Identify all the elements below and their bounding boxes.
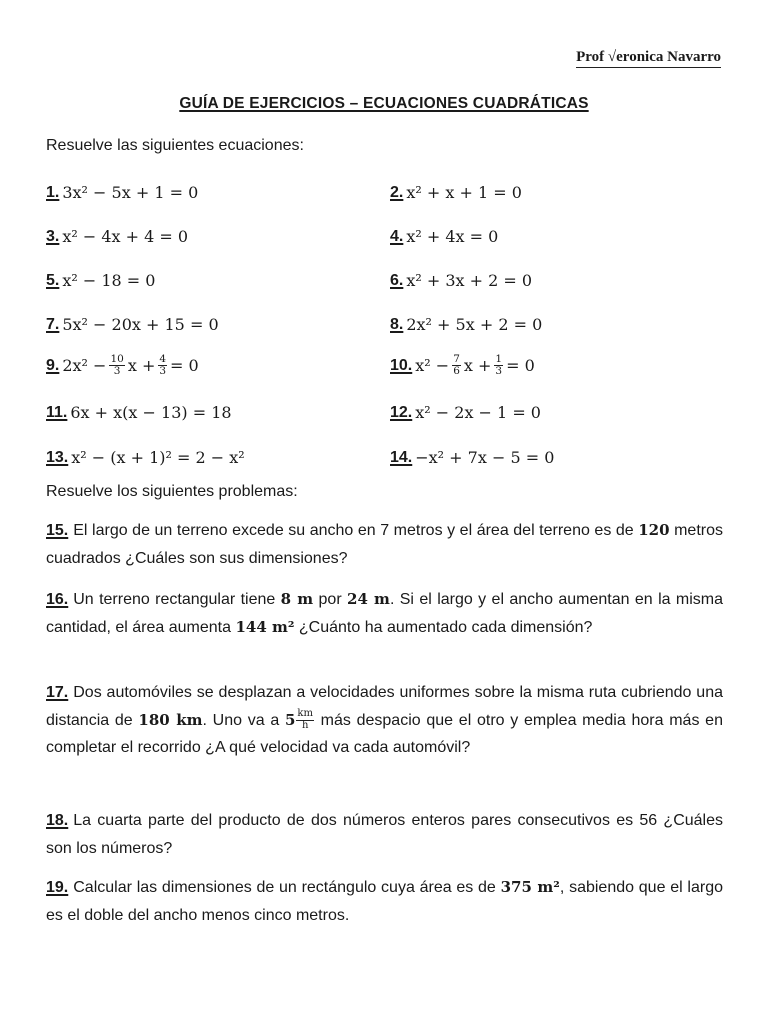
problem-item: 17. Dos automóviles se desplazan a velocidades uniformes sobre la misma ruta cubriendo una distancia de 180 km. Uno va a 5 $\frac{km}{h}$ más despacio que el otro y emplea media hora más en completar el recorrido ¿A qué velocidad va cada automóvil? — [46, 684, 723, 756]
equation-item: 3. x² − 4x + 4 = 0 — [46, 227, 189, 246]
page-title: GUÍA DE EJERCICIOS – ECUACIONES CUADRÁTICAS — [179, 95, 589, 112]
fraction: $\frac{7}{6}$ — [453, 353, 460, 377]
equation-item: 1. 3x² − 5x + 1 = 0 — [46, 183, 199, 202]
equation-item: 2. x² + x + 1 = 0 — [390, 183, 522, 202]
equation-item: 6. x² + 3x + 2 = 0 — [390, 271, 533, 290]
equation-item: 14. −x² + 7x − 5 = 0 — [390, 448, 555, 467]
fraction: $\frac{10}{3}$ — [110, 353, 124, 377]
fraction: $\frac{4}{3}$ — [159, 353, 167, 377]
problem-item: 16. Un terreno rectangular tiene 8 m por 24 m. Si el largo y el ancho aumentan en la misma cantidad, el área aumenta 144 m² ¿Cuánto ha aumentado cada dimensión? — [46, 590, 724, 636]
fraction: $\frac{1}{3}$ — [495, 353, 503, 377]
equations-instruction: Resuelve las siguientes ecuaciones: — [46, 137, 304, 154]
problem-item: 19. Calcular las dimensiones de un rectángulo cuya área es de 375 m², sabiendo que el largo es el doble del ancho menos cinco metros. — [46, 878, 724, 924]
problems-instruction: Resuelve los siguientes problemas: — [46, 483, 298, 500]
equation-item: 10. x² − $\frac{7}{6}$ x + $\frac{1}{3}$ = 0 — [390, 353, 535, 377]
fraction: $\frac{km}{h}$ — [297, 708, 313, 731]
equation-item: 11. 6x + x(x − 13) = 18 — [46, 403, 232, 422]
author-name: Prof √eronica Navarro — [576, 49, 721, 68]
equation-item: 13. x² − (x + 1)² = 2 − x² — [46, 448, 245, 467]
equation-item: 7. 5x² − 20x + 15 = 0 — [46, 315, 219, 334]
equation-item: 4. x² + 4x = 0 — [390, 227, 499, 246]
equation-item: 8. 2x² + 5x + 2 = 0 — [390, 315, 543, 334]
equation-item: 5. x² − 18 = 0 — [46, 271, 156, 290]
problem-item: 15. El largo de un terreno excede su ancho en 7 metros y el área del terreno es de 120 metros cuadrados ¿Cuáles son sus dimensiones? — [46, 521, 723, 567]
problem-item: 18. La cuarta parte del producto de dos números enteros pares consecutivos es 56 ¿Cuáles son los números? — [46, 812, 723, 857]
equation-item: 9. 2x² − $\frac{10}{3}$ x + $\frac{4}{3}$ = 0 — [46, 353, 199, 377]
equation-item: 12. x² − 2x − 1 = 0 — [390, 403, 541, 422]
